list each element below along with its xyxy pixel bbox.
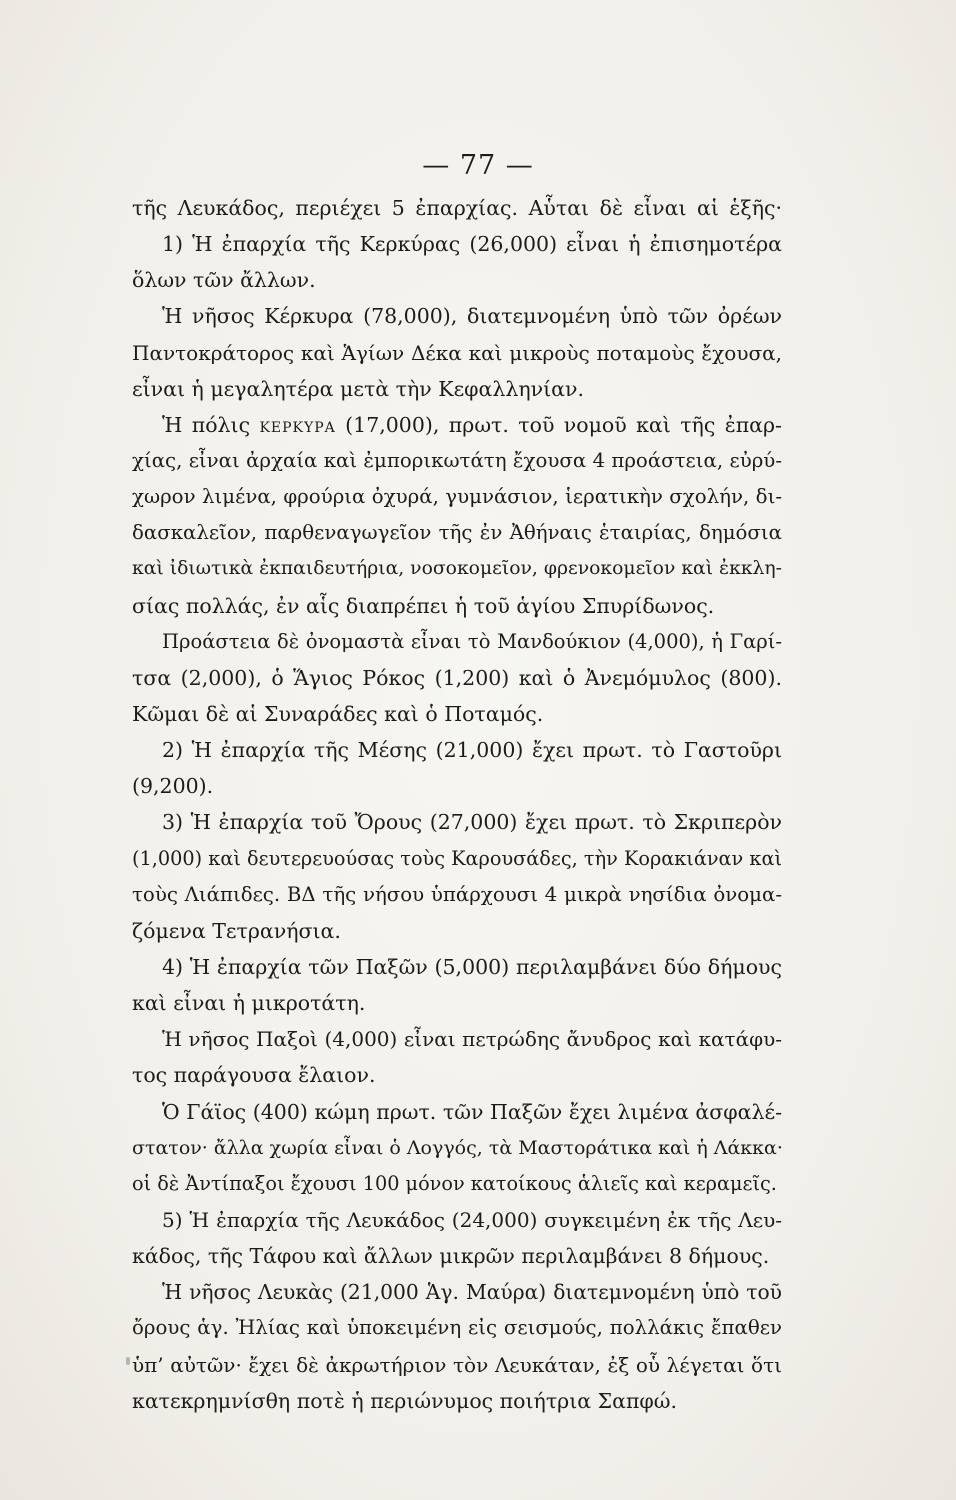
text-line-33: ὑπ’ αὐτῶν· ἔχει δὲ ἀκρωτήριον τὸν Λευκάταν, ἐξ οὗ λέγεται ὅτι: [132, 1352, 782, 1377]
text-line-9: χωρον λιμένα, φρούρια ὀχυρά, γυμνάσιον, ἱερατικὴν σχολήν, δι-: [132, 485, 782, 509]
text-line-1: τῆς Λευκάδος, περιέχει 5 ἐπαρχίας. Αὗται δὲ εἶναι αἱ ἑξῆς·: [132, 196, 782, 220]
text-line-18: 3) Ἡ ἐπαρχία τοῦ Ὄρους (27,000) ἔχει πρωτ. τὸ Σκριπερὸν: [162, 810, 782, 835]
text-line-34: κατεκρημνίσθη ποτὲ ἡ περιώνυμος ποιήτρια Σαπφώ.: [132, 1388, 678, 1413]
text-line-10: δασκαλεῖον, παρθεναγωγεῖον τῆς ἐν Ἀθήναις ἑταιρίας, δημόσια: [132, 521, 782, 545]
text-line-14: τσα (2,000), ὁ Ἅγιος Ρόκος (1,200) καὶ ὁ Ἀνεμόμυλος (800).: [132, 665, 782, 690]
text-line-6: εἶναι ἡ μεγαλητέρα μετὰ τὴν Κεφαλληνίαν.: [132, 376, 584, 401]
text-line-3: ὅλων τῶν ἄλλων.: [132, 268, 316, 293]
text-line-15: Κῶμαι δὲ αἱ Συναράδες καὶ ὁ Ποταμός.: [132, 701, 544, 726]
text-line-28: οἱ δὲ Ἀντίπαξοι ἔχουσι 100 μόνον κατοίκους ἁλιεῖς καὶ κεραμεῖς.: [132, 1171, 777, 1195]
text-line-4: Ἡ νῆσος Κέρκυρα (78,000), διατεμνομένη ὑπὸ τῶν ὀρέων: [162, 304, 782, 329]
text-line-17: (9,200).: [132, 774, 214, 799]
text-line-23: καὶ εἶναι ἡ μικροτάτη.: [132, 991, 366, 1016]
text-line-16: 2) Ἡ ἐπαρχία τῆς Μέσης (21,000) ἔχει πρωτ. τὸ Γαστοῦρι: [162, 738, 782, 763]
text-line-22: 4) Ἡ ἐπαρχία τῶν Παξῶν (5,000) περιλαμβάνει δύο δήμους: [162, 954, 782, 979]
text-line-13: Προάστεια δὲ ὀνομαστὰ εἶναι τὸ Μανδούκιον (4,000), ἡ Γαρί-: [162, 629, 782, 653]
text-line-5: Παντοκράτορος καὶ Ἁγίων Δέκα καὶ μικροὺς ποταμοὺς ἔχουσα,: [132, 340, 782, 365]
text-line-8: χίας, εἶναι ἀρχαία καὶ ἐμπορικωτάτη ἔχουσα 4 προάστεια, εὐρύ-: [132, 448, 782, 472]
text-line-24: Ἡ νῆσος Παξοὶ (4,000) εἶναι πετρώδης ἄνυδρος καὶ κατάφυ-: [162, 1027, 782, 1052]
text-line-19: (1,000) καὶ δευτερευούσας τοὺς Καρουσάδες, τὴν Κορακιάναν καὶ: [132, 846, 782, 870]
text-line-32: ὄρους ἁγ. Ἠλίας καὶ ὑποκειμένη εἰς σεισμούς, πολλάκις ἔπαθεν: [132, 1316, 782, 1340]
text-line-12: σίας πολλάς, ἐν αἷς διαπρέπει ἡ τοῦ ἁγίου Σπυρίδωνος.: [132, 593, 715, 618]
page-number: — 77 —: [422, 150, 534, 181]
text-line-2: 1) Ἡ ἐπαρχία τῆς Κερκύρας (26,000) εἶναι ἡ ἐπισημοτέρα: [162, 232, 782, 257]
text-line-20: τοὺς Λιάπιδες. ΒΔ τῆς νήσου ὑπάρχουσι 4 μικρὰ νησίδια ὀνομα-: [132, 882, 782, 906]
text-line-21: ζόμενα Τετρανήσια.: [132, 918, 341, 943]
text-line-7-pre: Ἡ πόλις: [162, 412, 260, 437]
text-line-25: τος παράγουσα ἔλαιον.: [132, 1063, 376, 1088]
text-line-7: [132, 407, 782, 443]
text-line-27: στατον· ἄλλα χωρία εἶναι ὁ Λογγός, τὰ Μαστοράτικα καὶ ἡ Λάκκα·: [132, 1136, 783, 1159]
body-text: [132, 190, 782, 1419]
text-line-26: Ὁ Γάϊος (400) κώμη πρωτ. τῶν Παξῶν ἔχει λιμένα ἀσφαλέ-: [162, 1099, 782, 1124]
paper-speck: [126, 1357, 130, 1365]
text-line-11: καὶ ἰδιωτικὰ ἐκπαιδευτήρια, νοσοκομεῖον, φρενοκομεῖον καὶ ἐκκλη-: [132, 558, 782, 580]
text-line-31: Ἡ νῆσος Λευκὰς (21,000 Ἁγ. Μαύρα) διατεμνομένη ὑπὸ τοῦ: [162, 1280, 782, 1305]
text-line-29: 5) Ἡ ἐπαρχία τῆς Λευκάδος (24,000) συγκειμένη ἐκ τῆς Λευ-: [162, 1207, 782, 1232]
city-name-kerkyra: ΚΕΡΚΥΡΑ: [259, 419, 336, 436]
text-line-30: κάδος, τῆς Τάφου καὶ ἄλλων μικρῶν περιλαμβάνει 8 δήμους.: [132, 1244, 770, 1269]
text-line-7-post: (17,000), πρωτ. τοῦ νομοῦ καὶ τῆς ἐπαρ-: [335, 412, 782, 437]
